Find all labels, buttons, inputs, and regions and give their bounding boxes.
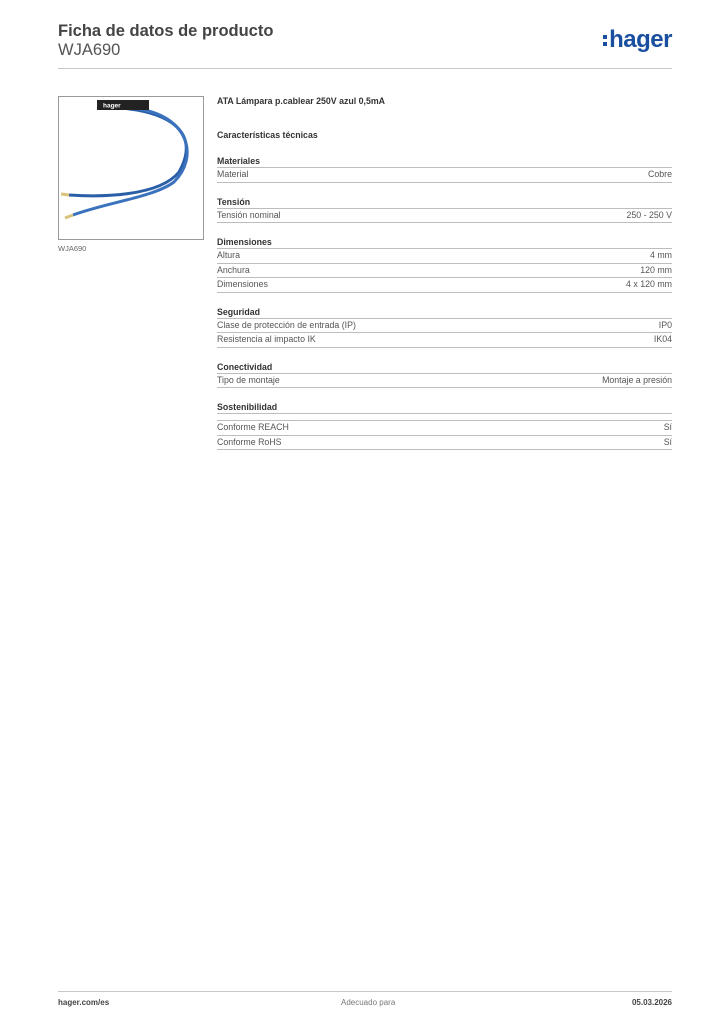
spec-value: 4 mm	[650, 250, 672, 260]
spec-row	[217, 436, 672, 451]
spec-label: Tipo de montaje	[217, 374, 280, 385]
product-reference: WJA690	[58, 41, 121, 59]
spec-label: Altura	[217, 250, 240, 260]
spec-label: Conforme RoHS	[217, 436, 282, 447]
footer-date: 05.03.2026	[631, 998, 672, 1007]
page-footer	[58, 998, 672, 1012]
section-title: Materiales	[217, 156, 672, 168]
section-title: Conectividad	[217, 362, 672, 374]
spec-value: 4 x 120 mm	[626, 279, 672, 289]
specs-heading: Características técnicas	[217, 130, 318, 140]
spec-value: Sí	[663, 422, 672, 432]
spec-row	[217, 374, 672, 389]
section-title: Sostenibilidad	[217, 402, 672, 414]
section-seguridad	[217, 307, 672, 348]
product-details	[217, 96, 672, 450]
product-name: ATA Lámpara p.cablear 250V azul 0,5mA	[217, 96, 386, 106]
spec-label: Conforme REACH	[217, 422, 289, 432]
spec-row	[217, 168, 672, 183]
spec-row	[217, 333, 672, 348]
footer-website-link[interactable]: hager.com/es	[58, 998, 110, 1007]
hager-logo	[603, 28, 672, 52]
logo-text: hager	[609, 26, 672, 53]
section-conectividad	[217, 362, 672, 389]
spec-label: Dimensiones	[217, 279, 268, 289]
footer-note: Adecuado para	[341, 998, 396, 1007]
spec-value: 250 - 250 V	[626, 209, 672, 220]
spec-row	[217, 278, 672, 293]
logo-dots-icon	[603, 35, 607, 46]
spec-value: Cobre	[648, 169, 672, 179]
spec-row	[217, 249, 672, 264]
section-title: Seguridad	[217, 307, 672, 319]
spec-label: Resistencia al impacto IK	[217, 334, 316, 344]
spec-label: Anchura	[217, 264, 250, 275]
image-caption: WJA690	[58, 244, 87, 253]
document-title: Ficha de datos de producto	[58, 22, 274, 40]
spec-row	[217, 264, 672, 279]
spec-value: Montaje a presión	[602, 374, 672, 385]
section-tension	[217, 197, 672, 224]
header-divider	[58, 68, 672, 69]
spec-value: IK04	[653, 334, 672, 344]
section-title: Tensión	[217, 197, 672, 209]
section-sostenibilidad	[217, 402, 672, 450]
section-dimensiones	[217, 237, 672, 293]
spec-label: Material	[217, 169, 249, 179]
spec-row	[217, 319, 672, 334]
section-title: Dimensiones	[217, 237, 672, 249]
row-divider	[217, 414, 672, 421]
spec-value: 120 mm	[640, 264, 672, 275]
footer-divider	[58, 991, 672, 992]
spec-row	[217, 209, 672, 224]
spec-value: IP0	[658, 319, 672, 330]
product-image	[58, 96, 204, 240]
section-materiales	[217, 156, 672, 183]
page-header	[58, 20, 672, 70]
spec-value: Sí	[663, 436, 672, 447]
spec-label: Tensión nominal	[217, 209, 281, 220]
spec-row	[217, 421, 672, 436]
image-label: hager	[103, 102, 121, 110]
spec-label: Clase de protección de entrada (IP)	[217, 319, 356, 330]
